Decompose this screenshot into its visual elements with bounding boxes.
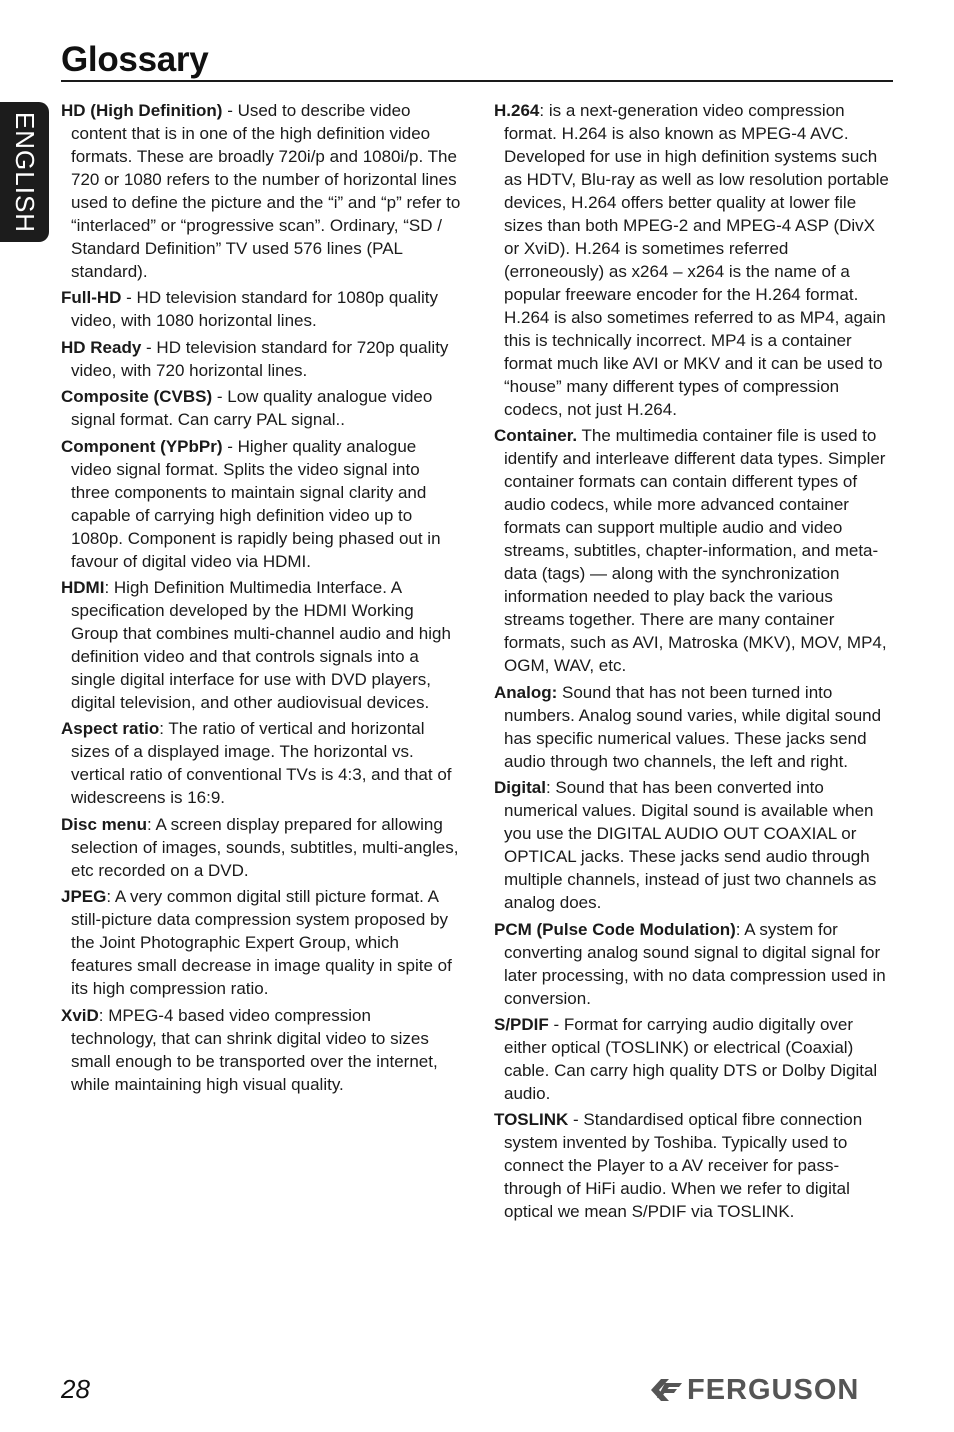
- term-separator: :: [106, 887, 115, 907]
- term-separator: :: [146, 814, 156, 834]
- language-tab: [0, 102, 49, 242]
- term-separator: :: [98, 1005, 109, 1025]
- glossary-definition: MPEG-4 based video compression technology, that can shrink digital video to sizes small enough to be transported over the internet, while maintaining high visual quality.: [71, 1005, 438, 1094]
- glossary-definition: Sound that has been converted into numerical values. Digital sound is available when you use the DIGITAL AUDIO OUT COAXIAL or OPTICAL jacks. These jacks send audio through multiple channels, instead of just two channels as analog does.: [504, 778, 877, 913]
- brand-name: FERGUSON: [687, 1373, 860, 1406]
- glossary-definition: A screen display prepared for allowing selection of images, sounds, subtitles, multi-angles, etc recorded on a DVD.: [71, 814, 459, 880]
- glossary-definition: The multimedia container file is used to identify and interleave different data types. Simpler container formats can contain different types of audio codecs, while more advanced container formats can support multiple audio and video streams, subtitles, chapter-information, and meta-data (tags) — along with the synchronization information needed to play back the various streams together. There are many container formats, such as AVI, Matroska (MKV), MOV, MP4, OGM, WAV, etc.: [504, 426, 887, 676]
- glossary-entry: [61, 885, 461, 1000]
- glossary-entry: [494, 1108, 890, 1223]
- glossary-term: Component (YPbPr): [61, 436, 223, 456]
- glossary-definition: A system for converting analog sound signal to digital signal for later processing, with no data compression used in conversion.: [504, 919, 886, 1008]
- glossary-term: Composite (CVBS): [61, 387, 213, 407]
- glossary-definition: Low quality analogue video signal format. Can carry PAL signal..: [71, 387, 433, 430]
- term-separator: :: [104, 577, 114, 597]
- glossary-entry: [494, 1013, 890, 1105]
- glossary-term: PCM (Pulse Code Modulation): [494, 919, 736, 939]
- glossary-definition: Format for carrying audio digitally over either optical (TOSLINK) or electrical (Coaxial) cable. Can carry high quality DTS or Dolby Digital audio.: [504, 1014, 878, 1103]
- language-tab-label: ENGLISH: [10, 111, 40, 233]
- glossary-definition: A very common digital still picture format. A still-picture data compression system proposed by the Joint Photographic Expert Group, which features small decrease in image quality in spite of its high compression ratio.: [71, 887, 452, 999]
- glossary-term: HD (High Definition): [61, 101, 223, 120]
- glossary-definition: HD television standard for 1080p quality video, with 1080 horizontal lines.: [71, 288, 438, 331]
- ferguson-emblem-icon: [649, 1377, 683, 1403]
- glossary-definition: The ratio of vertical and horizontal sizes of a displayed image. The horizontal vs. vertical ratio of conventional TVs is 4:3, and that of widescreens is 16:9.: [71, 719, 452, 808]
- glossary-term: HDMI: [61, 577, 105, 597]
- term-separator: :: [545, 778, 556, 798]
- glossary-definition: High Definition Multimedia Interface. A specification developed by the HDMI Working Group that combines multi-channel audio and high definition video and that controls signals into a single digital interface for use with DVD players, digital television, and other audiovisual devices.: [71, 577, 451, 712]
- glossary-definition: HD television standard for 720p quality video, with 720 horizontal lines.: [71, 337, 449, 380]
- glossary-term: Container.: [494, 426, 578, 446]
- glossary-entry: [61, 813, 461, 882]
- glossary-entry: [494, 424, 890, 677]
- term-separator: :: [539, 101, 549, 120]
- glossary-entry: [61, 435, 461, 573]
- term-separator: -: [222, 436, 238, 456]
- glossary-entry: [61, 336, 461, 382]
- brand-logo: [649, 1374, 859, 1406]
- title-divider: [61, 80, 893, 82]
- glossary-entry: [494, 776, 890, 914]
- glossary-term: Aspect ratio: [61, 719, 160, 739]
- glossary-term: Digital: [494, 778, 546, 798]
- glossary-term: Analog:: [494, 682, 558, 702]
- glossary-term: S/PDIF: [494, 1014, 549, 1034]
- term-separator: :: [735, 919, 745, 939]
- glossary-entry: [61, 717, 461, 809]
- glossary-definition: Higher quality analogue video signal format. Splits the video signal into three components to maintain signal clarity and capable of carrying high definition video up to 1080p. Component is rapidly being phased out in favour of digital video via HDMI.: [71, 436, 441, 571]
- term-separator: -: [548, 1014, 564, 1034]
- glossary-entry: [494, 99, 890, 421]
- glossary-entry: [494, 918, 890, 1010]
- glossary-right-column: [494, 99, 890, 1227]
- glossary-entry: [61, 385, 461, 431]
- glossary-term: H.264: [494, 101, 540, 120]
- glossary-term: Disc menu: [61, 814, 147, 834]
- glossary-term: XviD: [61, 1005, 99, 1025]
- term-separator: -: [222, 101, 238, 120]
- glossary-term: HD Ready: [61, 337, 142, 357]
- glossary-term: TOSLINK: [494, 1110, 569, 1130]
- glossary-entry: [61, 286, 461, 332]
- term-separator: -: [141, 337, 157, 357]
- glossary-term: Full-HD: [61, 288, 122, 308]
- page-number: 28: [61, 1374, 90, 1404]
- glossary-entry: [61, 576, 461, 714]
- glossary-entry: [61, 99, 461, 283]
- term-separator: -: [568, 1110, 584, 1130]
- glossary-definition: Standardised optical fibre connection system invented by Toshiba. Typically used to connect the Player to a AV receiver for pass-through of HiFi audio. When we refer to digital optical we mean S/PDIF via TOSLINK.: [504, 1110, 863, 1222]
- glossary-definition: Used to describe video content that is in one of the high definition video formats. These are broadly 720i/p and 1080i/p. The 720 or 1080 refers to the number of horizontal lines used to define the picture and the “i” and “p” refer to “interlaced” or “progressive scan”. Ordinary, “SD / Standard Definition” TV used 576 lines (PAL standard).: [71, 101, 461, 281]
- term-separator: -: [121, 288, 137, 308]
- term-separator: :: [159, 719, 169, 739]
- glossary-left-column: [61, 99, 461, 1099]
- glossary-term: JPEG: [61, 887, 107, 907]
- page-title: Glossary: [61, 40, 209, 79]
- glossary-definition: is a next-generation video compression format. H.264 is also known as MPEG-4 AVC. Developed for use in high definition systems such as HDTV, Blu-ray as well as low resolution portable devices, H.264 offers better quality at lower file sizes than both MPEG-2 and MPEG-4 ASP (DivX or XviD). H.264 is sometimes referred (erroneously) as x264 – x264 is the name of a popular freeware encoder for the H.264 format. H.264 is also sometimes referred to as MP4, again this is technically incorrect. MP4 is a container format much like AVI or MKV and it can be used to “house” many different types of compression codecs, not just H.264.: [504, 101, 889, 419]
- glossary-definition: Sound that has not been turned into numbers. Analog sound varies, while digital sound has specific numerical values. These jacks send audio through two channels, the left and right.: [504, 682, 882, 771]
- glossary-entry: [61, 1004, 461, 1096]
- term-separator: -: [212, 387, 228, 407]
- glossary-entry: [494, 681, 890, 773]
